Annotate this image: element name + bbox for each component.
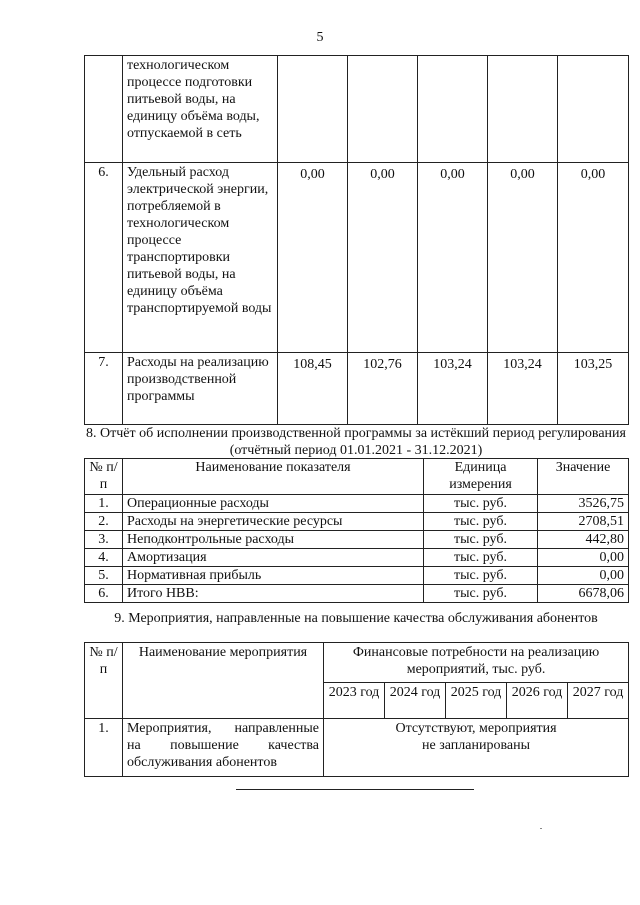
table-row: [85, 495, 629, 513]
table-row: [85, 163, 629, 353]
table-row: [85, 719, 629, 777]
table-header-row: [85, 643, 629, 683]
table-row: [85, 353, 629, 425]
header-value: Значение: [538, 459, 629, 495]
value-cell: [488, 56, 558, 163]
measure-name-line: Мероприятия, направленные: [127, 721, 319, 736]
unit-cell: тыс. руб.: [424, 567, 538, 585]
header-indicator: Наименование показателя: [123, 459, 424, 495]
header-finance: Финансовые потребности на реализацию мероприятий, тыс. руб.: [324, 643, 629, 683]
row-number: 6.: [85, 585, 123, 603]
indicator-name: Неподконтрольные расходы: [123, 531, 424, 549]
row-number: 7.: [85, 353, 123, 425]
table-row: [85, 56, 629, 163]
indicator-name: Итого НВВ:: [123, 585, 424, 603]
value-cell: 102,76: [348, 353, 418, 425]
row-number: 4.: [85, 549, 123, 567]
end-rule: [236, 789, 474, 790]
value-cell: 442,80: [538, 531, 629, 549]
table-row: [85, 549, 629, 567]
unit-cell: тыс. руб.: [424, 585, 538, 603]
row-number: 2.: [85, 513, 123, 531]
value-cell: 0,00: [538, 549, 629, 567]
indicator-name: Нормативная прибыль: [123, 567, 424, 585]
indicator-name: Расходы на реализацию производственной программы: [123, 353, 278, 425]
year-header: 2024 год: [385, 683, 446, 719]
table-row: [85, 567, 629, 585]
value-cell: [418, 56, 488, 163]
row-number: 1.: [85, 719, 123, 777]
value-cell: [558, 56, 629, 163]
year-header: 2023 год: [324, 683, 385, 719]
measure-name-line: на повышение качества: [127, 738, 319, 753]
row-number: [85, 56, 123, 163]
value-cell: 103,24: [418, 353, 488, 425]
measure-name-line: обслуживания абонентов: [127, 755, 277, 770]
value-cell: 0,00: [418, 163, 488, 353]
year-header: 2025 год: [446, 683, 507, 719]
header-number: № п/п: [85, 459, 123, 495]
table-row: [85, 513, 629, 531]
table-header-row: [85, 459, 629, 495]
value-cell: 0,00: [538, 567, 629, 585]
report-table: [84, 458, 629, 603]
value-cell: 0,00: [348, 163, 418, 353]
value-cell: [348, 56, 418, 163]
value-cell: 0,00: [278, 163, 348, 353]
header-unit: Единица измерения: [424, 459, 538, 495]
indicator-name: Операционные расходы: [123, 495, 424, 513]
value-cell: [278, 56, 348, 163]
scan-mark: [540, 828, 542, 829]
row-number: 1.: [85, 495, 123, 513]
value-cell: 103,24: [488, 353, 558, 425]
measure-name: [123, 719, 324, 777]
header-measure: Наименование мероприятия: [123, 643, 324, 719]
row-number: 5.: [85, 567, 123, 585]
indicator-name: Амортизация: [123, 549, 424, 567]
indicator-name: технологическом процессе подготовки питьевой воды, на единицу объёма воды, отпускаемой в сеть: [123, 56, 278, 163]
value-cell: 3526,75: [538, 495, 629, 513]
header-number: № п/п: [85, 643, 123, 719]
value-cell: 6678,06: [538, 585, 629, 603]
value-cell: 108,45: [278, 353, 348, 425]
year-header: 2027 год: [568, 683, 629, 719]
value-cell: 0,00: [558, 163, 629, 353]
row-number: 3.: [85, 531, 123, 549]
unit-cell: тыс. руб.: [424, 513, 538, 531]
row-number: 6.: [85, 163, 123, 353]
indicator-name: Расходы на энергетические ресурсы: [123, 513, 424, 531]
value-cell: 2708,51: [538, 513, 629, 531]
indicator-name: Удельный расход электрической энергии, потребляемой в технологическом процессе транспортировки питьевой воды, на единицу объёма транспортируемой воды: [123, 163, 278, 353]
finance-note-line: не запланированы: [422, 738, 531, 753]
unit-cell: тыс. руб.: [424, 531, 538, 549]
page-number: 5: [316, 30, 324, 45]
indicators-table-continued: [84, 55, 629, 425]
section-8-title: 8. Отчёт об исполнении производственной программы за истёкший период регулирования (отчётный период 01.01.2021 - 31.12.2021): [86, 426, 626, 458]
value-cell: 0,00: [488, 163, 558, 353]
unit-cell: тыс. руб.: [424, 549, 538, 567]
unit-cell: тыс. руб.: [424, 495, 538, 513]
finance-note-line: Отсутствуют, мероприятия: [395, 721, 557, 736]
table-row: [85, 531, 629, 549]
table-row: [85, 585, 629, 603]
section-9-title: 9. Мероприятия, направленные на повышение качества обслуживания абонентов: [114, 611, 598, 626]
year-header: 2026 год: [507, 683, 568, 719]
value-cell: 103,25: [558, 353, 629, 425]
measures-table: [84, 642, 629, 777]
finance-note: [324, 719, 629, 777]
